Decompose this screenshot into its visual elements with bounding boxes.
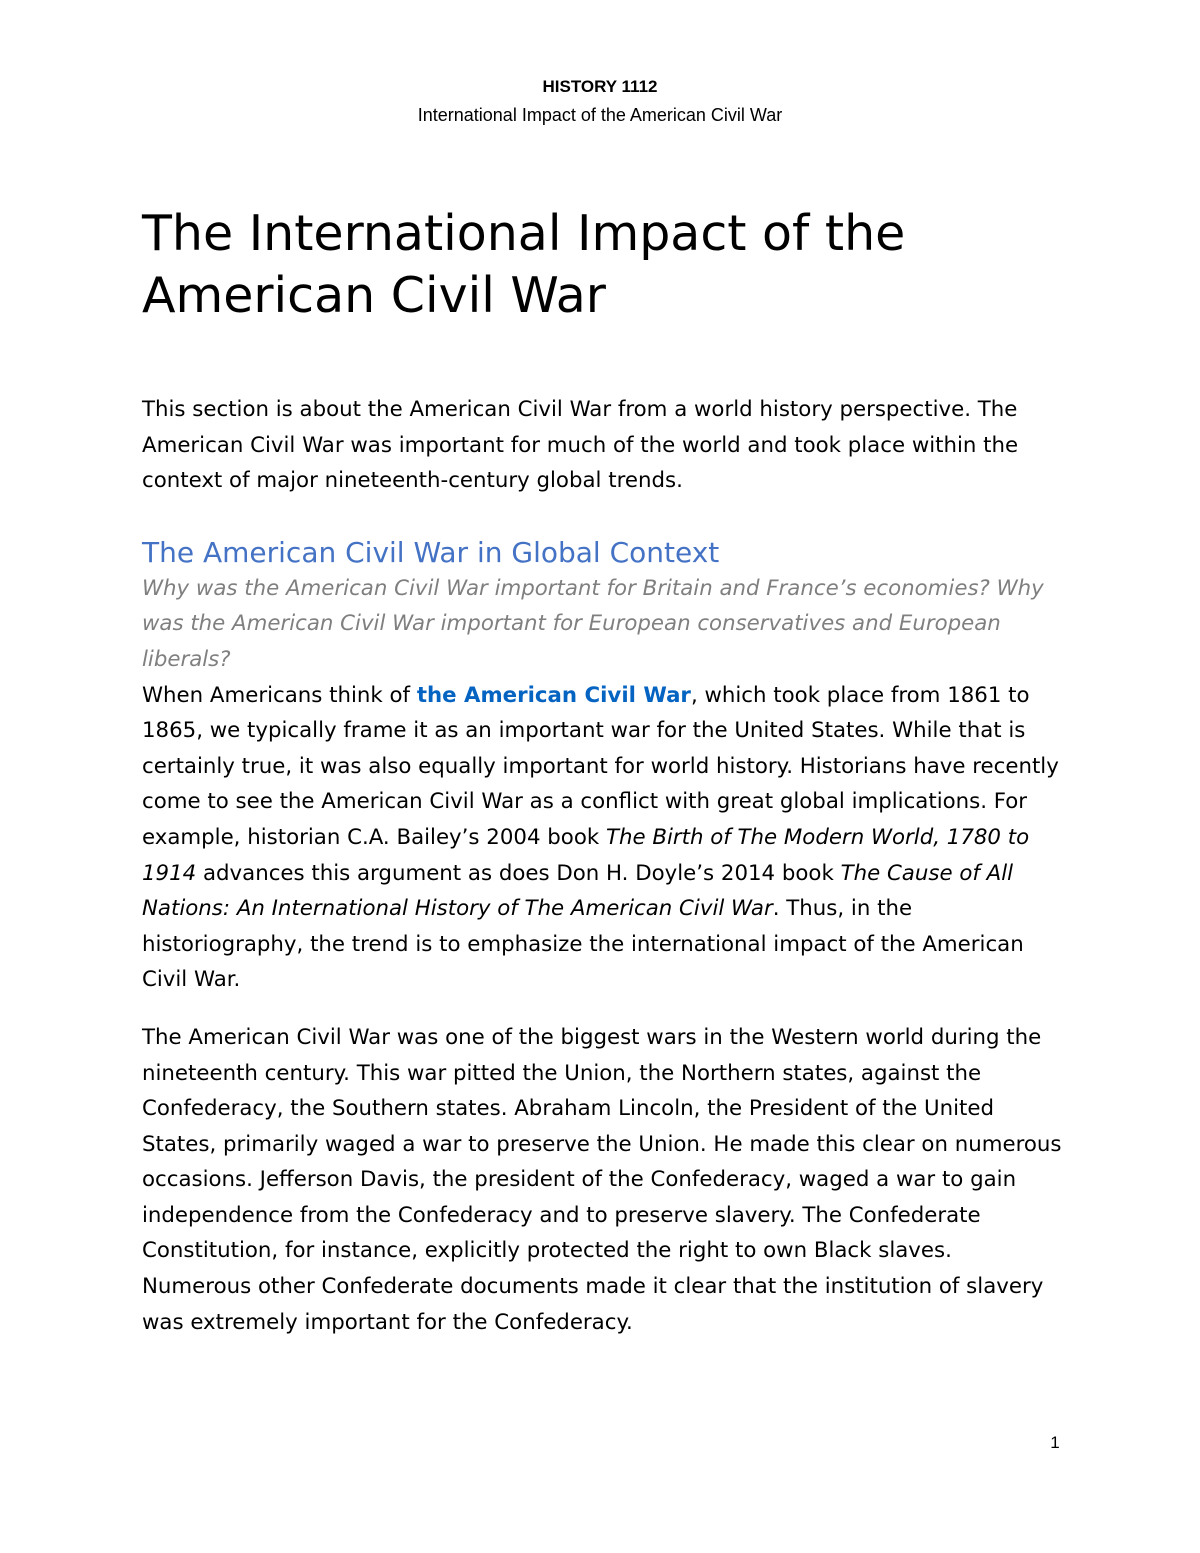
course-code: HISTORY 1112 [542,77,658,96]
body-paragraph-1 [142,678,1067,998]
document-title [142,203,1062,327]
title-line-1: The International Impact of the [142,205,906,262]
running-header [0,72,1200,130]
header-subtitle: International Impact of the American Civil War [417,105,783,125]
section-question: Why was the American Civil War important for Britain and France’s economies? Why was the American Civil War important for European conservatives and European liberals? [142,575,1044,672]
p1-post-link: , which took place from 1861 to 1865, we typically frame it as an important war for the United States. While that is certainly true, it was also equally important for world history. Historians have recently come to see the American Civil War as a conflict with great global implications. For example, historian C.A. Bailey’s 2004 book [142,682,1059,850]
p1-pre-link: When Americans think of [142,682,417,708]
section-heading: The American Civil War in Global Context [142,535,720,569]
book-title-birth-of-modern-world: The Birth of The Modern World, 1780 to 1914 [142,824,1030,886]
page-number: 1 [1050,1433,1060,1452]
document-body [142,392,1067,1362]
body-paragraph-2: The American Civil War was one of the biggest wars in the Western world during the nineteenth century. This war pitted the Union, the Northern states, against the Confederacy, the Southern states. Abraham Lincoln, the President of the United States, primarily waged a war to preserve the Union. He made this clear on numerous occasions. Jefferson Davis, the president of the Confederacy, waged a war to gain independence from the Confederacy and to preserve slavery. The Confederate Constitution, for instance, explicitly protected the right to own Black slaves. Numerous other Confederate documents made it clear that the institution of slavery was extremely important for the Confederacy. [142,1024,1062,1335]
p1-mid: advances this argument as does Don H. Doyle’s 2014 book [196,860,841,886]
p1-end: . Thus, in the historiography, the trend is to emphasize the international impact of the American Civil War. [142,896,1024,993]
title-line-2: American Civil War [142,267,606,324]
book-title-cause-of-all-nations: The Cause of All Nations: An International History of The American Civil War [142,860,1014,922]
american-civil-war-link[interactable]: the American Civil War [416,682,691,708]
intro-paragraph: This section is about the American Civil War from a world history perspective. The American Civil War was important for much of the world and took place within the context of major nineteenth-century global trends. [142,397,1019,494]
